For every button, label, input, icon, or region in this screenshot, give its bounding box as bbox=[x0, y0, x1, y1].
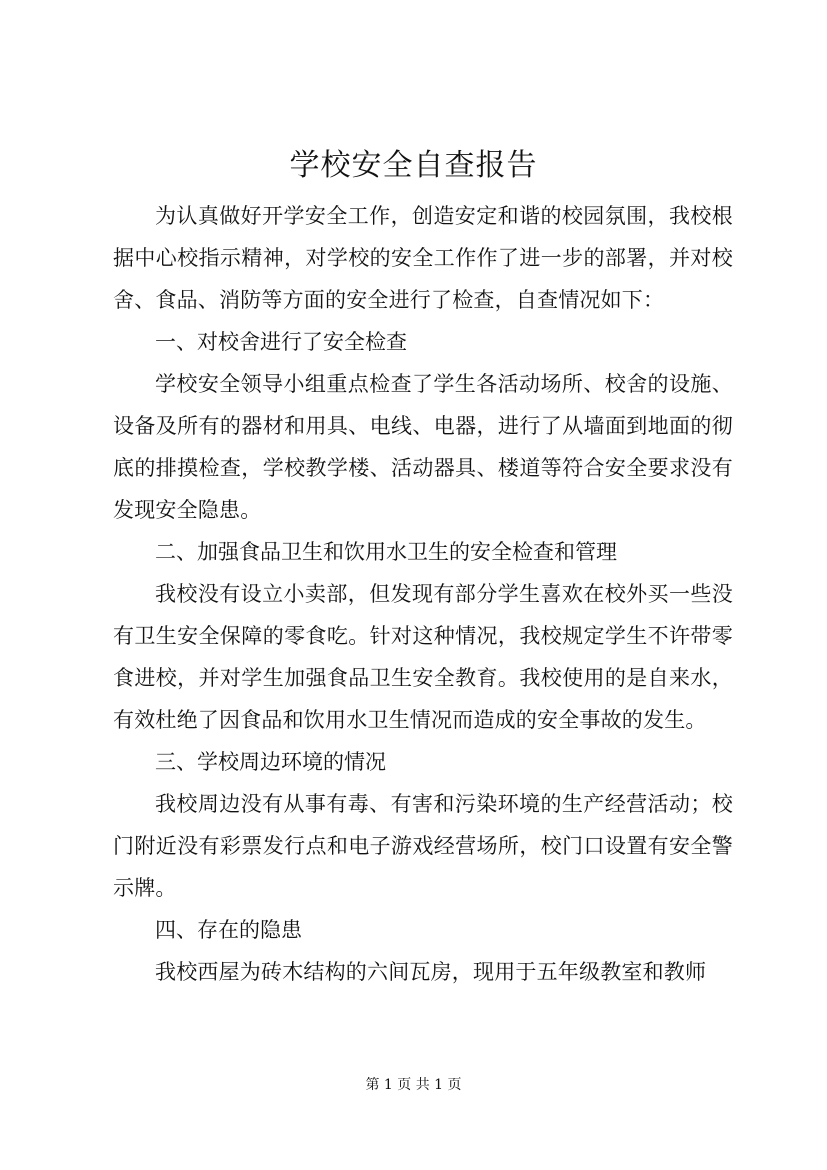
section-heading-4: 四、存在的隐患 bbox=[155, 918, 302, 942]
section-2-paragraph: 我校没有设立小卖部，但发现有部分学生喜欢在校外买一些没有卫生安全保障的零食吃。针对这种情况，我校规定学生不许带零食进校，并对学生加强食品卫生安全教育。我校使用的是自来水，有效杜绝了因食品和饮用水卫生情况而造成的安全事故的发生。 bbox=[113, 582, 733, 732]
document-title: 学校安全自查报告 bbox=[289, 148, 538, 183]
section-heading-3: 三、学校周边环境的情况 bbox=[155, 750, 386, 774]
document-body bbox=[113, 195, 733, 993]
page-footer: 第 1 页 共 1 页 bbox=[365, 1077, 462, 1093]
section-1-paragraph: 学校安全领导小组重点检查了学生各活动场所、校舍的设施、设备及所有的器材和用具、电线、电器，进行了从墙面到地面的彻底的排摸检查，学校教学楼、活动器具、楼道等符合安全要求没有发现安全隐患。 bbox=[113, 372, 733, 522]
section-heading-2: 二、加强食品卫生和饮用水卫生的安全检查和管理 bbox=[155, 540, 617, 564]
section-4-paragraph: 我校西屋为砖木结构的六间瓦房，现用于五年级教室和教师 bbox=[155, 960, 707, 984]
section-heading-1: 一、对校舍进行了安全检查 bbox=[155, 330, 407, 354]
intro-paragraph: 为认真做好开学安全工作，创造安定和谐的校园氛围，我校根据中心校指示精神，对学校的安全工作作了进一步的部署，并对校舍、食品、消防等方面的安全进行了检查，自查情况如下： bbox=[113, 204, 733, 312]
section-3-paragraph: 我校周边没有从事有毒、有害和污染环境的生产经营活动；校门附近没有彩票发行点和电子游戏经营场所，校门口设置有安全警示牌。 bbox=[113, 792, 733, 900]
